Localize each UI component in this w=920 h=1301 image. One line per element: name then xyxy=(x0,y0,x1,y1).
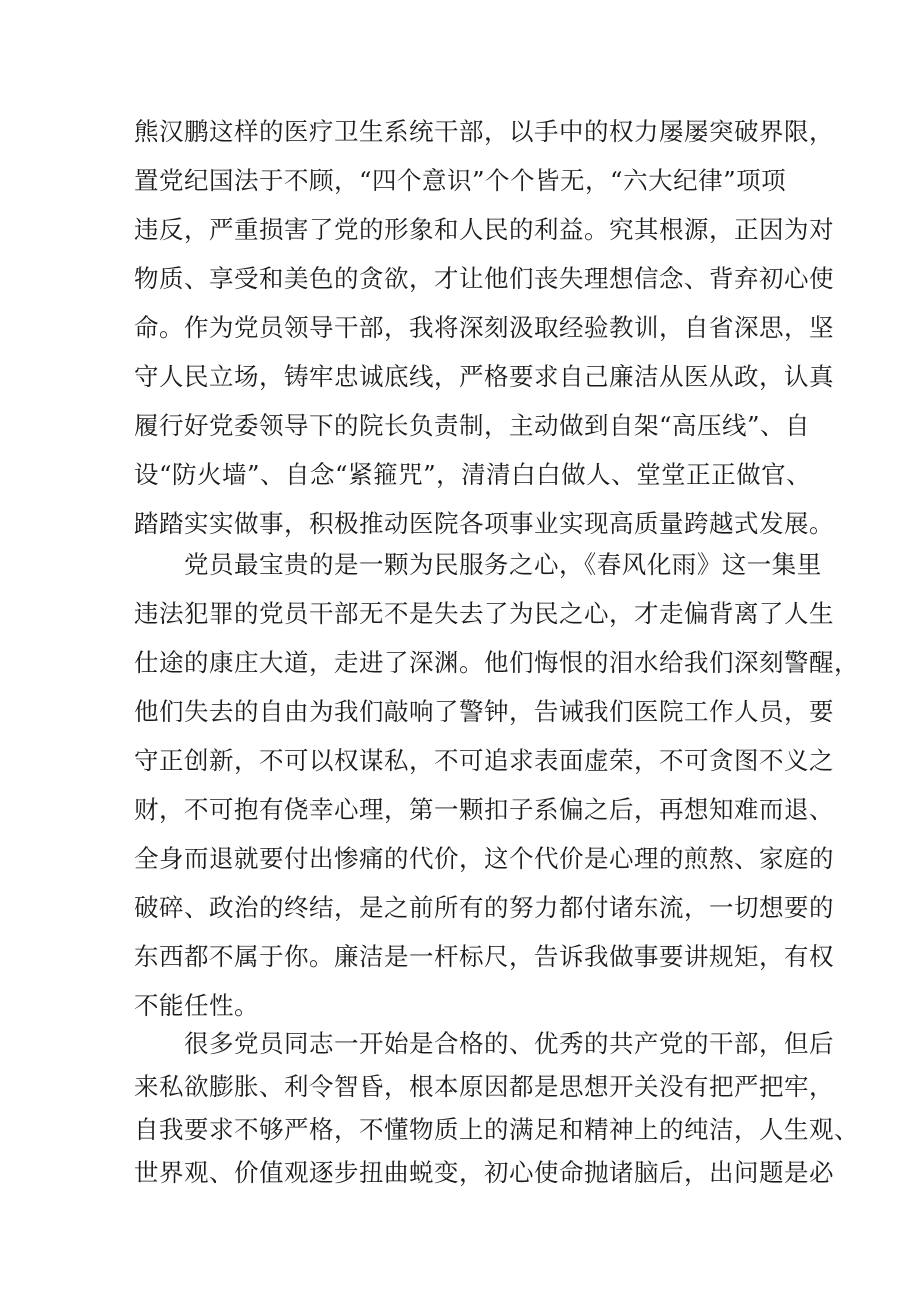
paragraph-line: 世界观、价值观逐步扭曲蜕变，初心使命抛诸脑后，出问题是必 xyxy=(134,1158,834,1187)
paragraph-line: 物质、享受和美色的贪欲，才让他们丧失理想信念、背弃初心使 xyxy=(134,264,834,293)
paragraph-line: 破碎、政治的终结，是之前所有的努力都付诸东流，一切想要的 xyxy=(134,893,834,922)
paragraph-line: 东西都不属于你。廉洁是一杆标尺，告诉我做事要讲规矩，有权 xyxy=(134,942,834,971)
paragraph-line: 很多党员同志一开始是合格的、优秀的共产党的干部，但后 xyxy=(134,1029,834,1058)
paragraph-line: 踏踏实实做事，积极推动医院各项事业实现高质量跨越式发展。 xyxy=(134,509,834,538)
paragraph-line: 党员最宝贵的是一颗为民服务之心，《春风化雨》这一集里 xyxy=(134,550,822,579)
paragraph-line: 自我要求不够严格，不懂物质上的满足和精神上的纯洁，人生观、 xyxy=(134,1115,859,1144)
paragraph-line: 来私欲膨胀、利令智昏，根本原因都是思想开关没有把严把牢， xyxy=(134,1072,834,1101)
paragraph-line: 违法犯罪的党员干部无不是失去了为民之心，才走偏背离了人生 xyxy=(134,599,834,628)
paragraph-line: 他们失去的自由为我们敲响了警钟，告诫我们医院工作人员，要 xyxy=(134,697,834,726)
paragraph-line: 置党纪国法于不顾，“四个意识”个个皆无，“六大纪律”项项 xyxy=(134,166,787,195)
paragraph-line: 违反，严重损害了党的形象和人民的利益。究其根源，正因为对 xyxy=(134,215,834,244)
paragraph-2 xyxy=(134,540,859,1030)
paragraph-line: 守人民立场，铸牢忠诚底线，严格要求自己廉洁从医从政，认真 xyxy=(134,362,834,391)
paragraph-line: 仕途的康庄大道，走进了深渊。他们悔恨的泪水给我们深刻警醒， xyxy=(134,648,859,677)
paragraph-line: 履行好党委领导下的院长负责制，主动做到自架“高压线”、自 xyxy=(134,411,811,440)
paragraph-line: 全身而退就要付出惨痛的代价，这个代价是心理的煎熬、家庭的 xyxy=(134,844,834,873)
paragraph-3 xyxy=(134,1022,859,1194)
paragraph-line: 命。作为党员领导干部，我将深刻汲取经验教训，自省深思，坚 xyxy=(134,313,834,342)
paragraph-line: 守正创新，不可以权谋私，不可追求表面虚荣，不可贪图不义之 xyxy=(134,746,834,775)
paragraph-line: 熊汉鹏这样的医疗卫生系统干部，以手中的权力屡屡突破界限， xyxy=(134,117,834,146)
paragraph-line: 财，不可抱有侥幸心理，第一颗扣子系偏之后，再想知难而退、 xyxy=(134,795,834,824)
paragraph-1 xyxy=(134,107,834,548)
paragraph-line: 设“防火墙”、自念“紧箍咒”，清清白白做人、堂堂正正做官、 xyxy=(134,460,812,489)
paragraph-line: 不能任性。 xyxy=(134,991,259,1020)
